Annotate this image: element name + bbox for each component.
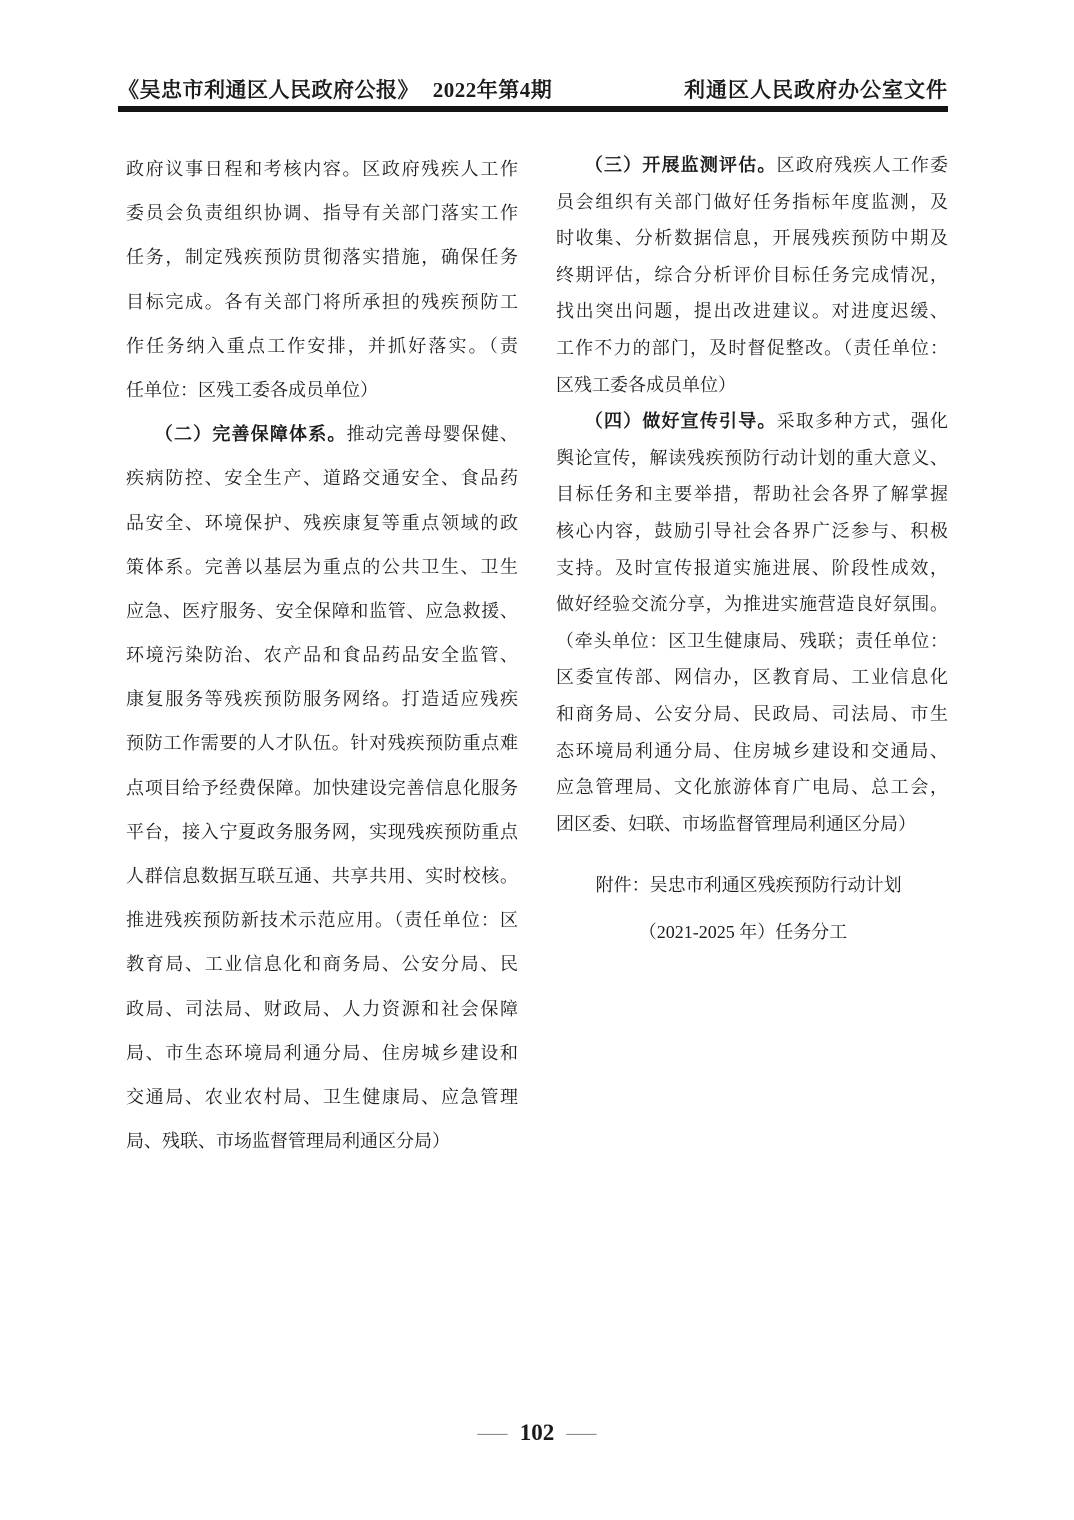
text-line: 人群信息数据互联互通、共享共用、实时校核。 [126, 866, 518, 886]
right-column [556, 147, 948, 1163]
text-line: （二）完善保障体系。推动完善母婴保健、 [154, 424, 518, 445]
office-document-label: 利通区人民政府办公室文件 [684, 79, 948, 102]
header-double-rule [118, 106, 948, 112]
text-line: 核心内容，鼓励引导社会各界广泛参与、积极 [556, 520, 948, 541]
page-number: 102 [519, 1420, 555, 1445]
text-line: 舆论宣传，解读残疾预防行动计划的重大意义、 [556, 447, 948, 468]
text-line: 区残工委各成员单位） [556, 374, 736, 395]
text-line: 推进残疾预防新技术示范应用。（责任单位：区 [126, 910, 518, 931]
text-line: 环境污染防治、农产品和食品药品安全监管、 [126, 645, 518, 666]
text-line: 任务，制定残疾预防贯彻落实措施，确保任务 [126, 247, 518, 268]
text-line: 政局、司法局、财政局、人力资源和社会保障 [126, 998, 518, 1019]
text-line: 政府议事日程和考核内容。区政府残疾人工作 [126, 159, 518, 179]
text-line: 团区委、妇联、市场监督管理局利通区分局） [556, 813, 916, 834]
text-line: 和商务局、公安分局、民政局、司法局、市生 [556, 703, 948, 724]
text-line: 交通局、农业农村局、卫生健康局、应急管理 [126, 1086, 518, 1107]
text-line: 策体系。完善以基层为重点的公共卫生、卫生 [126, 556, 518, 577]
text-line: 终期评估，综合分析评价目标任务完成情况， [556, 264, 948, 285]
text-line: 态环境局利通分局、住房城乡建设和交通局、 [556, 740, 948, 761]
text-line: 目标任务和主要举措，帮助社会各界了解掌握 [556, 484, 948, 505]
page-header [118, 72, 948, 104]
text-line: 预防工作需要的人才队伍。针对残疾预防重点难 [126, 733, 518, 754]
text-line: 局、市生态环境局利通分局、住房城乡建设和 [126, 1042, 518, 1063]
text-line: 应急管理局、文化旅游体育广电局、总工会， [556, 777, 948, 798]
gazette-title: 《吴忠市利通区人民政府公报》 [118, 78, 419, 102]
text-line: 委员会负责组织协调、指导有关部门落实工作 [126, 203, 518, 224]
text-line: 任单位：区残工委各成员单位） [126, 379, 378, 400]
text-line: （四）做好宣传引导。采取多种方式，强化 [584, 411, 948, 432]
text-line: 员会组织有关部门做好任务指标年度监测，及 [556, 191, 948, 212]
footer-dash-right: — [566, 1420, 597, 1445]
issue-number: 2022年第4期 [432, 78, 553, 102]
section-heading: （四）做好宣传引导。 [584, 411, 777, 432]
attachment-line: （2021-2025 年）任务分工 [638, 922, 848, 943]
text-line: 品安全、环境保护、残疾康复等重点领域的政 [126, 512, 518, 533]
text-line: 做好经验交流分享，为推进实施营造良好氛围。 [556, 594, 948, 615]
text-line: 疾病防控、安全生产、道路交通安全、食品药 [126, 468, 518, 489]
text-line: 康复服务等残疾预防服务网络。打造适应残疾 [126, 689, 518, 710]
text-line: 区委宣传部、网信办，区教育局、工业信息化 [556, 667, 948, 688]
body-columns [126, 147, 948, 1163]
page-footer [0, 1418, 1074, 1448]
text-line: 工作不力的部门，及时督促整改。（责任单位： [556, 337, 948, 358]
text-line: （三）开展监测评估。区政府残疾人工作委 [584, 155, 948, 175]
attachment-block [556, 862, 948, 956]
text-line: （牵头单位：区卫生健康局、残联；责任单位： [556, 630, 948, 651]
text-line: 时收集、分析数据信息，开展残疾预防中期及 [556, 228, 948, 249]
text-line: 支持。及时宣传报道实施进展、阶段性成效， [556, 557, 948, 578]
header-left [118, 74, 552, 104]
text-line: 应急、医疗服务、安全保障和监管、应急救援、 [126, 600, 518, 621]
text-line: 教育局、工业信息化和商务局、公安分局、民 [126, 954, 518, 975]
text-line: 找出突出问题，提出改进建议。对进度迟缓、 [556, 301, 948, 322]
section-heading: （三）开展监测评估。 [584, 155, 777, 175]
text-line: 目标完成。各有关部门将所承担的残疾预防工 [126, 291, 518, 312]
text-line: 平台，接入宁夏政务服务网，实现残疾预防重点 [126, 821, 518, 842]
attachment-line: 附件：吴忠市利通区残疾预防行动计划 [595, 875, 902, 896]
text-line: 作任务纳入重点工作安排，并抓好落实。（责 [126, 335, 518, 356]
section-heading: （二）完善保障体系。 [154, 424, 347, 445]
text-line: 点项目给予经费保障。加快建设完善信息化服务 [126, 777, 518, 798]
text-line: 局、残联、市场监督管理局利通区分局） [126, 1131, 450, 1152]
left-column [126, 147, 518, 1163]
footer-dash-left: — [477, 1420, 508, 1445]
